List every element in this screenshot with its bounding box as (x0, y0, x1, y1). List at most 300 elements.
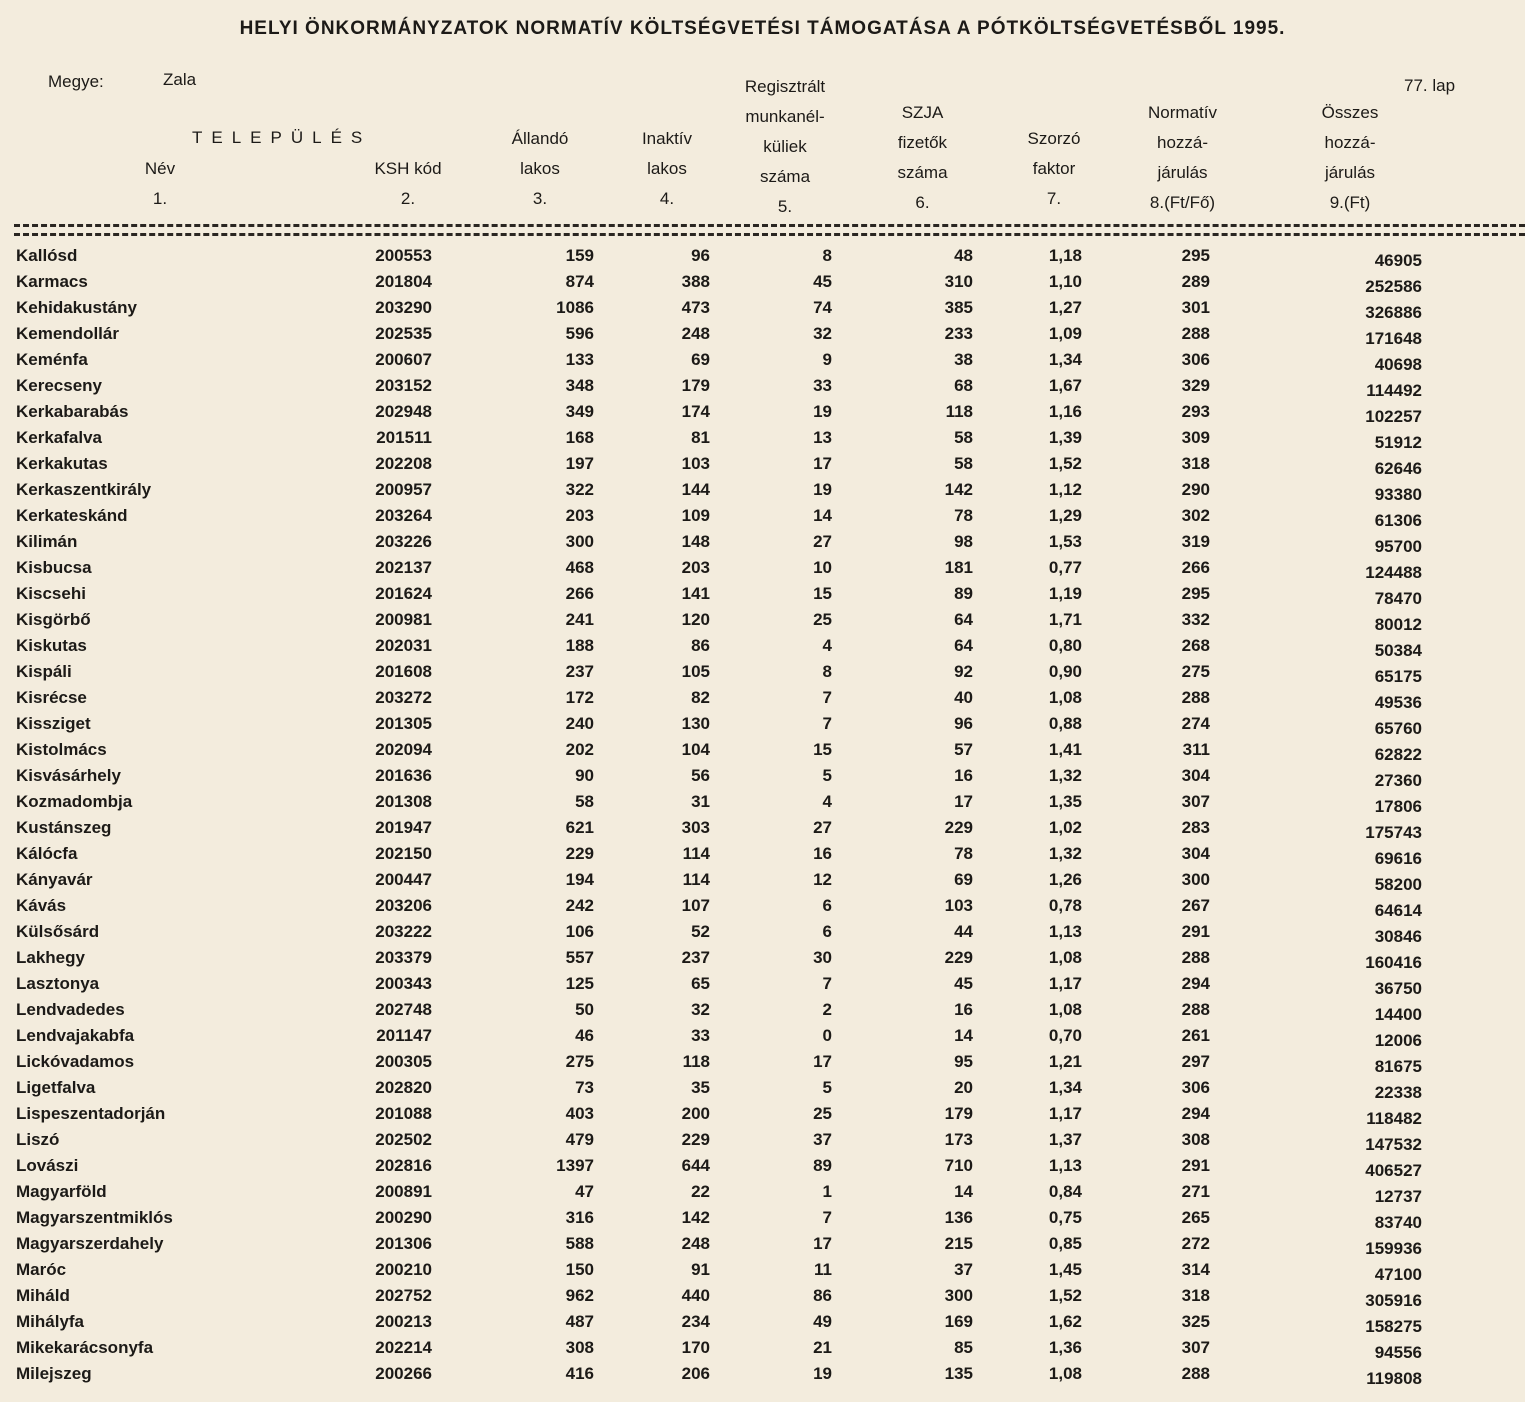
cell-szorzo-faktor: 0,88 (1048, 714, 1082, 733)
column-header-ksh: KSH kód 2. (374, 159, 442, 208)
cell-normativ-hozzajarulas: 288 (1181, 948, 1210, 967)
cell-szorzo-faktor: 1,02 (1048, 818, 1082, 837)
cell-name: Kemendollár (16, 324, 119, 343)
cell-inaktiv-lakos: 31 (691, 792, 710, 811)
cell-osszes-hozzajarulas: 114492 (1366, 381, 1422, 400)
cell-inaktiv-lakos: 22 (691, 1182, 710, 1201)
cell-munkanelkuliek: 27 (813, 532, 832, 551)
cell-ksh-code: 200607 (375, 350, 432, 369)
cell-normativ-hozzajarulas: 297 (1181, 1052, 1210, 1071)
cell-osszes-hozzajarulas: 69616 (1374, 849, 1422, 868)
cell-munkanelkuliek: 17 (813, 454, 832, 473)
document-title: HELYI ÖNKORMÁNYZATOK NORMATÍV KÖLTSÉGVETÉSI TÁMOGATÁSA A PÓTKÖLTSÉGVETÉSBŐL 1995. (239, 18, 1286, 39)
cell-normativ-hozzajarulas: 300 (1181, 870, 1210, 889)
cell-osszes-hozzajarulas: 175743 (1365, 823, 1422, 842)
cell-szja-fizetok: 179 (944, 1104, 973, 1123)
cell-name: Kiskutas (16, 636, 87, 655)
cell-osszes-hozzajarulas: 118482 (1366, 1109, 1422, 1128)
cell-ksh-code: 201305 (375, 714, 432, 733)
county-value: Zala (163, 70, 197, 89)
cell-normativ-hozzajarulas: 266 (1181, 558, 1210, 577)
column-header-allando: Állandó lakos 3. (511, 129, 569, 208)
table-row (0, 1049, 1525, 1075)
cell-osszes-hozzajarulas: 61306 (1374, 511, 1422, 530)
cell-name: Kányavár (16, 870, 93, 889)
cell-ksh-code: 201511 (376, 428, 432, 447)
cell-ksh-code: 203272 (375, 688, 432, 707)
cell-ksh-code: 201306 (375, 1234, 432, 1253)
cell-normativ-hozzajarulas: 291 (1181, 922, 1210, 941)
table-row (0, 945, 1525, 971)
cell-osszes-hozzajarulas: 58200 (1374, 875, 1422, 894)
cell-szja-fizetok: 64 (954, 610, 973, 629)
table-row (0, 867, 1525, 893)
cell-szja-fizetok: 20 (954, 1078, 973, 1097)
cell-allando-lakos: 322 (565, 480, 594, 499)
cell-osszes-hozzajarulas: 12006 (1374, 1031, 1422, 1050)
cell-szorzo-faktor: 1,35 (1048, 792, 1082, 811)
cell-szja-fizetok: 710 (944, 1156, 973, 1175)
cell-allando-lakos: 308 (565, 1338, 594, 1357)
table-row (0, 737, 1525, 763)
cell-munkanelkuliek: 19 (813, 402, 832, 421)
cell-szja-fizetok: 181 (944, 558, 973, 577)
cell-munkanelkuliek: 7 (822, 688, 832, 707)
cell-allando-lakos: 349 (565, 402, 594, 421)
table-row (0, 659, 1525, 685)
cell-normativ-hozzajarulas: 267 (1181, 896, 1210, 915)
cell-szorzo-faktor: 0,78 (1048, 896, 1082, 915)
cell-osszes-hozzajarulas: 40698 (1374, 355, 1422, 374)
cell-allando-lakos: 487 (565, 1312, 594, 1331)
cell-inaktiv-lakos: 142 (681, 1208, 710, 1227)
cell-szorzo-faktor: 1,32 (1048, 766, 1082, 785)
cell-name: Keménfa (16, 350, 88, 369)
cell-osszes-hozzajarulas: 158275 (1365, 1317, 1422, 1336)
cell-name: Magyarföld (16, 1182, 107, 1201)
cell-normativ-hozzajarulas: 304 (1181, 844, 1210, 863)
cell-allando-lakos: 348 (565, 376, 594, 395)
cell-inaktiv-lakos: 103 (681, 454, 710, 473)
cell-normativ-hozzajarulas: 329 (1181, 376, 1210, 395)
cell-szorzo-faktor: 1,17 (1048, 974, 1082, 993)
cell-allando-lakos: 58 (575, 792, 594, 811)
cell-osszes-hozzajarulas: 119808 (1366, 1369, 1422, 1388)
cell-inaktiv-lakos: 303 (681, 818, 710, 837)
cell-name: Kisgörbő (16, 610, 91, 629)
cell-allando-lakos: 1086 (556, 298, 594, 317)
cell-munkanelkuliek: 11 (814, 1260, 832, 1279)
cell-inaktiv-lakos: 248 (681, 1234, 710, 1253)
cell-osszes-hozzajarulas: 65175 (1374, 667, 1422, 686)
cell-ksh-code: 202150 (375, 844, 432, 863)
cell-osszes-hozzajarulas: 14400 (1374, 1005, 1422, 1024)
cell-name: Kálócfa (16, 844, 78, 863)
table-row (0, 1231, 1525, 1257)
table-row (0, 919, 1525, 945)
cell-ksh-code: 202208 (375, 454, 432, 473)
cell-munkanelkuliek: 21 (813, 1338, 832, 1357)
settlement-group-header: TELEPÜLÉS (192, 128, 372, 147)
cell-inaktiv-lakos: 118 (682, 1052, 710, 1071)
cell-name: Kispáli (16, 662, 72, 681)
cell-allando-lakos: 202 (565, 740, 594, 759)
cell-ksh-code: 202137 (375, 558, 432, 577)
cell-allando-lakos: 90 (575, 766, 594, 785)
cell-name: Kerkafalva (16, 428, 103, 447)
table-row (0, 1361, 1525, 1387)
cell-name: Kávás (16, 896, 67, 915)
cell-inaktiv-lakos: 229 (681, 1130, 710, 1149)
table-row (0, 451, 1525, 477)
cell-name: Kustánszeg (16, 818, 112, 837)
cell-name: Kistolmács (16, 740, 107, 759)
cell-munkanelkuliek: 45 (813, 272, 832, 291)
cell-ksh-code: 201804 (375, 272, 432, 291)
cell-name: Kilimán (16, 532, 78, 551)
cell-allando-lakos: 275 (565, 1052, 594, 1071)
cell-osszes-hozzajarulas: 51912 (1374, 433, 1422, 452)
cell-osszes-hozzajarulas: 62646 (1374, 459, 1422, 478)
cell-szorzo-faktor: 1,62 (1048, 1312, 1082, 1331)
cell-normativ-hozzajarulas: 307 (1181, 1338, 1210, 1357)
table-row (0, 477, 1525, 503)
cell-ksh-code: 202031 (375, 636, 432, 655)
table-row (0, 399, 1525, 425)
cell-ksh-code: 203206 (375, 896, 432, 915)
cell-allando-lakos: 188 (565, 636, 594, 655)
cell-inaktiv-lakos: 644 (681, 1156, 710, 1175)
cell-allando-lakos: 106 (565, 922, 594, 941)
cell-allando-lakos: 168 (565, 428, 594, 447)
cell-osszes-hozzajarulas: 62822 (1374, 745, 1422, 764)
table-row (0, 607, 1525, 633)
table-row (0, 1283, 1525, 1309)
cell-allando-lakos: 416 (565, 1364, 594, 1383)
cell-szja-fizetok: 58 (954, 454, 973, 473)
table-row (0, 503, 1525, 529)
cell-munkanelkuliek: 15 (813, 740, 832, 759)
cell-normativ-hozzajarulas: 301 (1181, 298, 1210, 317)
cell-osszes-hozzajarulas: 80012 (1374, 615, 1422, 634)
cell-ksh-code: 200553 (375, 246, 432, 265)
cell-name: Kozmadombja (16, 792, 133, 811)
cell-normativ-hozzajarulas: 261 (1181, 1026, 1210, 1045)
cell-szorzo-faktor: 1,67 (1048, 376, 1082, 395)
cell-munkanelkuliek: 6 (822, 922, 832, 941)
cell-ksh-code: 200343 (375, 974, 432, 993)
cell-inaktiv-lakos: 174 (681, 402, 710, 421)
cell-osszes-hozzajarulas: 49536 (1374, 693, 1422, 712)
cell-szja-fizetok: 169 (944, 1312, 973, 1331)
cell-szorzo-faktor: 1,53 (1048, 532, 1082, 551)
cell-osszes-hozzajarulas: 27360 (1374, 771, 1422, 790)
county-label: Megye: (48, 72, 104, 91)
cell-inaktiv-lakos: 114 (682, 844, 710, 863)
cell-szja-fizetok: 57 (954, 740, 973, 759)
cell-allando-lakos: 47 (575, 1182, 594, 1201)
cell-ksh-code: 201636 (375, 766, 432, 785)
cell-munkanelkuliek: 19 (813, 480, 832, 499)
cell-osszes-hozzajarulas: 81675 (1374, 1057, 1422, 1076)
cell-allando-lakos: 197 (565, 454, 594, 473)
cell-name: Kerkateskánd (16, 506, 128, 525)
cell-szja-fizetok: 229 (944, 818, 973, 837)
cell-allando-lakos: 557 (565, 948, 594, 967)
cell-normativ-hozzajarulas: 294 (1181, 1104, 1210, 1123)
cell-name: Kehidakustány (16, 298, 137, 317)
cell-normativ-hozzajarulas: 274 (1181, 714, 1210, 733)
cell-szja-fizetok: 118 (945, 402, 973, 421)
cell-name: Ligetfalva (16, 1078, 96, 1097)
cell-name: Kisvásárhely (16, 766, 121, 785)
table-row (0, 347, 1525, 373)
cell-normativ-hozzajarulas: 302 (1181, 506, 1210, 525)
cell-name: Lakhegy (16, 948, 85, 967)
cell-ksh-code: 200213 (375, 1312, 432, 1331)
table-row (0, 893, 1525, 919)
cell-szja-fizetok: 78 (954, 506, 973, 525)
cell-munkanelkuliek: 32 (813, 324, 832, 343)
cell-munkanelkuliek: 12 (813, 870, 832, 889)
cell-normativ-hozzajarulas: 307 (1181, 792, 1210, 811)
cell-allando-lakos: 229 (565, 844, 594, 863)
cell-munkanelkuliek: 33 (813, 376, 832, 395)
cell-inaktiv-lakos: 248 (681, 324, 710, 343)
cell-ksh-code: 200447 (375, 870, 432, 889)
table-row (0, 243, 1525, 269)
cell-szja-fizetok: 300 (944, 1286, 973, 1305)
cell-normativ-hozzajarulas: 306 (1181, 1078, 1210, 1097)
cell-szja-fizetok: 215 (944, 1234, 973, 1253)
cell-allando-lakos: 46 (575, 1026, 594, 1045)
cell-inaktiv-lakos: 179 (681, 376, 710, 395)
cell-szorzo-faktor: 1,08 (1048, 1000, 1082, 1019)
cell-osszes-hozzajarulas: 95700 (1374, 537, 1422, 556)
cell-normativ-hozzajarulas: 283 (1181, 818, 1210, 837)
cell-munkanelkuliek: 25 (813, 1104, 832, 1123)
cell-szorzo-faktor: 0,90 (1048, 662, 1082, 681)
cell-osszes-hozzajarulas: 94556 (1374, 1343, 1422, 1362)
column-header-munkanelkuliek: Regisztrált munkanél- küliek száma 5. (744, 77, 826, 216)
cell-osszes-hozzajarulas: 47100 (1374, 1265, 1422, 1284)
cell-allando-lakos: 194 (565, 870, 594, 889)
cell-inaktiv-lakos: 81 (691, 428, 710, 447)
cell-normativ-hozzajarulas: 295 (1181, 584, 1210, 603)
cell-ksh-code: 203379 (375, 948, 432, 967)
cell-inaktiv-lakos: 33 (691, 1026, 710, 1045)
cell-normativ-hozzajarulas: 289 (1181, 272, 1210, 291)
cell-allando-lakos: 150 (565, 1260, 594, 1279)
cell-ksh-code: 202752 (375, 1286, 432, 1305)
cell-munkanelkuliek: 37 (813, 1130, 832, 1149)
cell-osszes-hozzajarulas: 93380 (1374, 485, 1422, 504)
cell-munkanelkuliek: 7 (822, 714, 832, 733)
table-row (0, 685, 1525, 711)
table-row (0, 1257, 1525, 1283)
table-row (0, 321, 1525, 347)
cell-szja-fizetok: 173 (944, 1130, 973, 1149)
cell-munkanelkuliek: 30 (813, 948, 832, 967)
cell-osszes-hozzajarulas: 124488 (1365, 563, 1422, 582)
cell-name: Külsősárd (16, 922, 100, 941)
cell-osszes-hozzajarulas: 147532 (1365, 1135, 1422, 1154)
table-row (0, 1075, 1525, 1101)
cell-szorzo-faktor: 1,29 (1048, 506, 1082, 525)
table-row (0, 373, 1525, 399)
cell-name: Lispeszentadorján (16, 1104, 166, 1123)
cell-allando-lakos: 596 (565, 324, 594, 343)
cell-inaktiv-lakos: 114 (682, 870, 710, 889)
cell-ksh-code: 202094 (375, 740, 432, 759)
cell-inaktiv-lakos: 109 (681, 506, 710, 525)
cell-inaktiv-lakos: 234 (681, 1312, 710, 1331)
cell-normativ-hozzajarulas: 309 (1181, 428, 1210, 447)
cell-inaktiv-lakos: 141 (681, 584, 710, 603)
table-row (0, 789, 1525, 815)
cell-szja-fizetok: 135 (944, 1364, 973, 1383)
table-row (0, 1309, 1525, 1335)
cell-munkanelkuliek: 17 (813, 1052, 832, 1071)
cell-munkanelkuliek: 7 (822, 974, 832, 993)
cell-ksh-code: 203152 (375, 376, 432, 395)
cell-osszes-hozzajarulas: 171648 (1365, 329, 1422, 348)
cell-szorzo-faktor: 1,34 (1048, 350, 1082, 369)
cell-szja-fizetok: 78 (954, 844, 973, 863)
cell-normativ-hozzajarulas: 295 (1181, 246, 1210, 265)
cell-szorzo-faktor: 1,26 (1048, 870, 1082, 889)
cell-allando-lakos: 159 (565, 246, 594, 265)
cell-name: Lendvajakabfa (16, 1026, 135, 1045)
cell-szja-fizetok: 16 (954, 1000, 973, 1019)
cell-name: Kerecseny (16, 376, 103, 395)
cell-normativ-hozzajarulas: 291 (1181, 1156, 1210, 1175)
cell-szja-fizetok: 233 (944, 324, 973, 343)
cell-szorzo-faktor: 1,34 (1048, 1078, 1082, 1097)
table-row (0, 529, 1525, 555)
cell-ksh-code: 202214 (375, 1338, 432, 1357)
cell-name: Lovászi (16, 1156, 79, 1175)
cell-name: Kiscsehi (16, 584, 86, 603)
cell-name: Kerkakutas (16, 454, 108, 473)
cell-osszes-hozzajarulas: 50384 (1374, 641, 1422, 660)
cell-ksh-code: 201147 (376, 1026, 432, 1045)
cell-allando-lakos: 962 (565, 1286, 594, 1305)
cell-munkanelkuliek: 16 (813, 844, 832, 863)
cell-szja-fizetok: 64 (954, 636, 973, 655)
table-row (0, 633, 1525, 659)
cell-munkanelkuliek: 4 (822, 792, 832, 811)
cell-munkanelkuliek: 13 (813, 428, 832, 447)
cell-allando-lakos: 240 (565, 714, 594, 733)
cell-inaktiv-lakos: 440 (681, 1286, 710, 1305)
cell-szorzo-faktor: 1,71 (1048, 610, 1082, 629)
table-row (0, 1179, 1525, 1205)
cell-inaktiv-lakos: 107 (681, 896, 710, 915)
table-row (0, 425, 1525, 451)
cell-normativ-hozzajarulas: 308 (1181, 1130, 1210, 1149)
cell-munkanelkuliek: 86 (813, 1286, 832, 1305)
cell-munkanelkuliek: 89 (813, 1156, 832, 1175)
cell-inaktiv-lakos: 69 (691, 350, 710, 369)
cell-normativ-hozzajarulas: 288 (1181, 688, 1210, 707)
cell-name: Milejszeg (16, 1364, 92, 1383)
cell-inaktiv-lakos: 56 (691, 766, 710, 785)
cell-inaktiv-lakos: 200 (681, 1104, 710, 1123)
cell-szorzo-faktor: 1,08 (1048, 688, 1082, 707)
cell-normativ-hozzajarulas: 306 (1181, 350, 1210, 369)
cell-name: Liszó (16, 1130, 60, 1149)
table-row (0, 997, 1525, 1023)
column-header-name: Név 1. (144, 159, 176, 208)
cell-szorzo-faktor: 1,52 (1048, 454, 1082, 473)
cell-szorzo-faktor: 1,27 (1048, 298, 1082, 317)
cell-munkanelkuliek: 2 (822, 1000, 832, 1019)
cell-allando-lakos: 1397 (556, 1156, 594, 1175)
cell-normativ-hozzajarulas: 265 (1181, 1208, 1210, 1227)
cell-name: Lasztonya (16, 974, 100, 993)
cell-allando-lakos: 621 (565, 818, 594, 837)
cell-ksh-code: 201624 (375, 584, 432, 603)
cell-name: Mihályfa (16, 1312, 85, 1331)
cell-szja-fizetok: 229 (944, 948, 973, 967)
cell-szorzo-faktor: 0,84 (1048, 1182, 1082, 1201)
cell-szorzo-faktor: 1,13 (1048, 922, 1082, 941)
cell-szorzo-faktor: 0,70 (1048, 1026, 1082, 1045)
cell-szja-fizetok: 96 (954, 714, 973, 733)
cell-osszes-hozzajarulas: 252586 (1365, 277, 1422, 296)
cell-szja-fizetok: 142 (944, 480, 973, 499)
cell-szorzo-faktor: 1,16 (1048, 402, 1082, 421)
cell-name: Kisbucsa (16, 558, 92, 577)
cell-inaktiv-lakos: 96 (691, 246, 710, 265)
cell-inaktiv-lakos: 104 (681, 740, 710, 759)
page-number: 77. lap (1404, 76, 1456, 95)
table-row (0, 971, 1525, 997)
cell-szorzo-faktor: 1,12 (1048, 480, 1082, 499)
cell-szja-fizetok: 69 (954, 870, 973, 889)
cell-munkanelkuliek: 5 (822, 1078, 832, 1097)
cell-allando-lakos: 172 (565, 688, 594, 707)
cell-szorzo-faktor: 1,10 (1048, 272, 1082, 291)
cell-szja-fizetok: 385 (944, 298, 973, 317)
cell-osszes-hozzajarulas: 159936 (1365, 1239, 1422, 1258)
cell-inaktiv-lakos: 52 (691, 922, 710, 941)
cell-munkanelkuliek: 49 (813, 1312, 832, 1331)
cell-szorzo-faktor: 0,75 (1048, 1208, 1082, 1227)
cell-ksh-code: 200891 (375, 1182, 432, 1201)
cell-normativ-hozzajarulas: 304 (1181, 766, 1210, 785)
cell-allando-lakos: 203 (565, 506, 594, 525)
cell-szorzo-faktor: 1,18 (1048, 246, 1082, 265)
table-row (0, 815, 1525, 841)
cell-allando-lakos: 468 (565, 558, 594, 577)
cell-inaktiv-lakos: 82 (691, 688, 710, 707)
cell-ksh-code: 201308 (375, 792, 432, 811)
cell-osszes-hozzajarulas: 78470 (1374, 589, 1422, 608)
cell-munkanelkuliek: 10 (813, 558, 832, 577)
cell-allando-lakos: 266 (565, 584, 594, 603)
cell-ksh-code: 202502 (375, 1130, 432, 1149)
cell-ksh-code: 200210 (375, 1260, 432, 1279)
cell-allando-lakos: 73 (575, 1078, 594, 1097)
cell-inaktiv-lakos: 237 (681, 948, 710, 967)
cell-normativ-hozzajarulas: 314 (1181, 1260, 1210, 1279)
cell-allando-lakos: 237 (565, 662, 594, 681)
cell-szja-fizetok: 40 (954, 688, 973, 707)
cell-name: Mikekarácsonyfa (16, 1338, 154, 1357)
cell-szja-fizetok: 14 (954, 1026, 973, 1045)
